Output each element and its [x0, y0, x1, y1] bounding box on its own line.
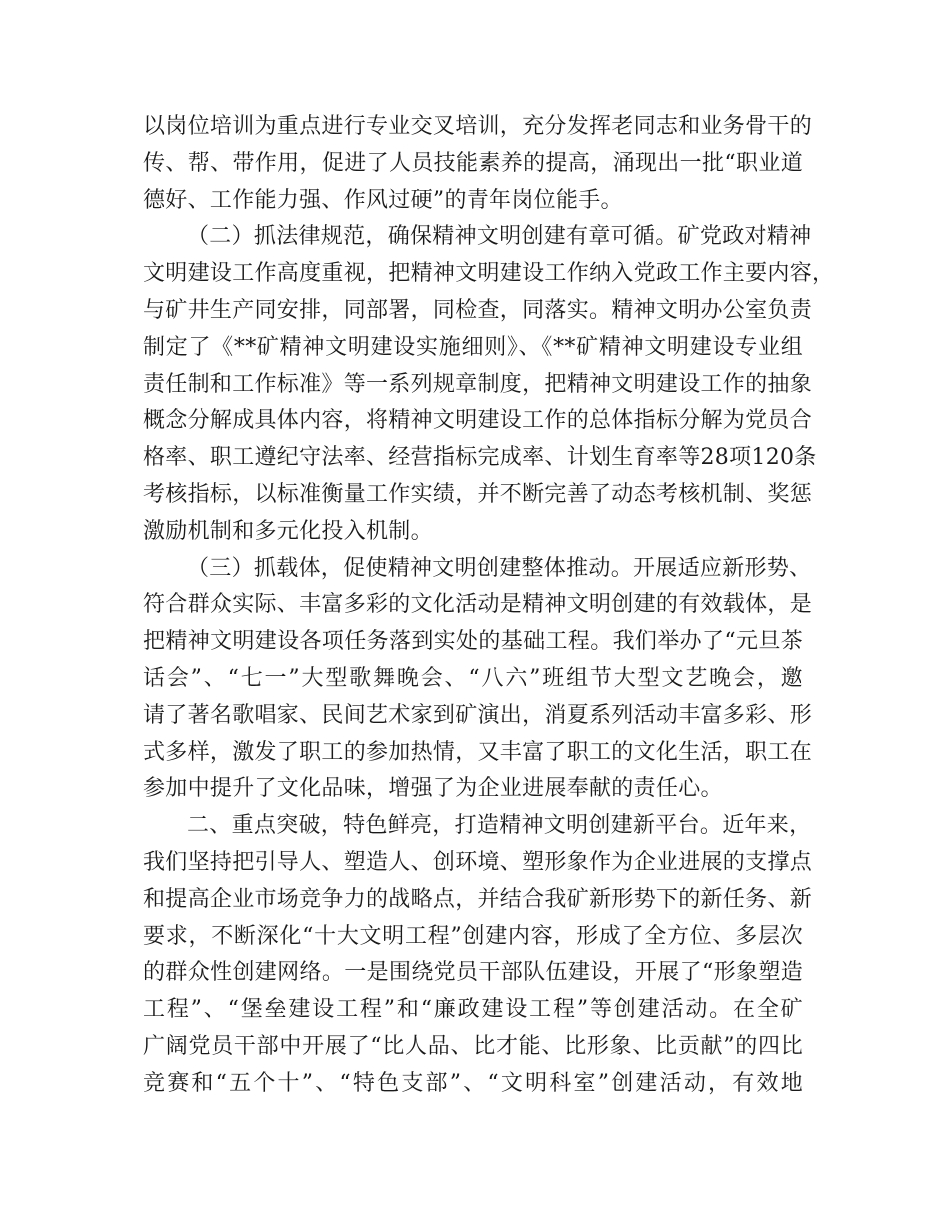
text-line: 和提高企业市场竞争力的战略点，并结合我矿新形势下的新任务、新 [143, 886, 813, 912]
text-line: 以岗位培训为重点进行专业交叉培训，充分发挥老同志和业务骨干的 [143, 114, 813, 139]
text-line: 参加中提升了文化品味，增强了为企业进展奉献的责任心。 [143, 776, 723, 802]
text-line: 传、帮、带作用，促进了人员技能素养的提高，涌现出一批“职业道 [143, 150, 803, 176]
text-line: 制定了《**矿精神文明建设实施细则》、《**矿精神文明建设专业组 [143, 334, 803, 360]
text-line: 把精神文明建设各项任务落到实处的基础工程。我们举办了“元旦茶 [143, 629, 803, 655]
document-body [143, 109, 835, 1103]
paragraph-heading-line: （二）抓法律规范，确保精神文明创建有章可循。矿党政对精神 [187, 224, 812, 250]
paragraph-heading-line: （三）抓载体，促使精神文明创建整体推动。开展适应新形势、 [187, 555, 812, 581]
text-line: 话会”、“七一”大型歌舞晚会、“八六”班组节大型文艺晚会，邀 [143, 665, 803, 691]
text-line: 竞赛和“五个十”、“特色支部”、“文明科室”创建活动，有效地 [143, 1070, 803, 1096]
text-line: 式多样，激发了职工的参加热情，又丰富了职工的文化生活，职工在 [143, 739, 813, 765]
text-line: 工程”、“堡垒建设工程”和“廉政建设工程”等创建活动。在全矿 [143, 997, 803, 1023]
text-line: 激励机制和多元化投入机制。 [143, 518, 433, 544]
text-line: 格率、职工遵纪守法率、经营指标完成率、计划生育率等28项120条 [143, 445, 817, 471]
text-line: 与矿井生产同安排，同部署，同检查，同落实。精神文明办公室负责 [143, 297, 813, 323]
text-line: 文明建设工作高度重视，把精神文明建设工作纳入党政工作主要内容， [143, 261, 835, 287]
text-line: 符合群众实际、丰富多彩的文化活动是精神文明创建的有效载体，是 [143, 592, 813, 618]
text-line: 概念分解成具体内容，将精神文明建设工作的总体指标分解为党员合 [143, 408, 813, 434]
paragraph-heading-line: 二、重点突破，特色鲜亮，打造精神文明创建新平台。近年来， [187, 813, 812, 839]
text-line: 要求，不断深化“十大文明工程”创建内容，形成了全方位、多层次 [143, 923, 803, 949]
text-line: 的群众性创建网络。一是围绕党员干部队伍建设，开展了“形象塑造 [143, 960, 803, 986]
text-line: 责任制和工作标准》等一系列规章制度，把精神文明建设工作的抽象 [143, 371, 813, 397]
text-line: 考核指标，以标准衡量工作实绩，并不断完善了动态考核机制、奖惩 [143, 481, 813, 507]
text-line: 广阔党员干部中开展了“比人品、比才能、比形象、比贡献”的四比 [143, 1033, 803, 1059]
text-line: 德好、工作能力强、作风过硬”的青年岗位能手。 [143, 187, 623, 213]
text-line: 我们坚持把引导人、塑造人、创环境、塑形象作为企业进展的支撑点 [143, 849, 813, 875]
text-line: 请了著名歌唱家、民间艺术家到矿演出，消夏系列活动丰富多彩、形 [143, 702, 813, 728]
